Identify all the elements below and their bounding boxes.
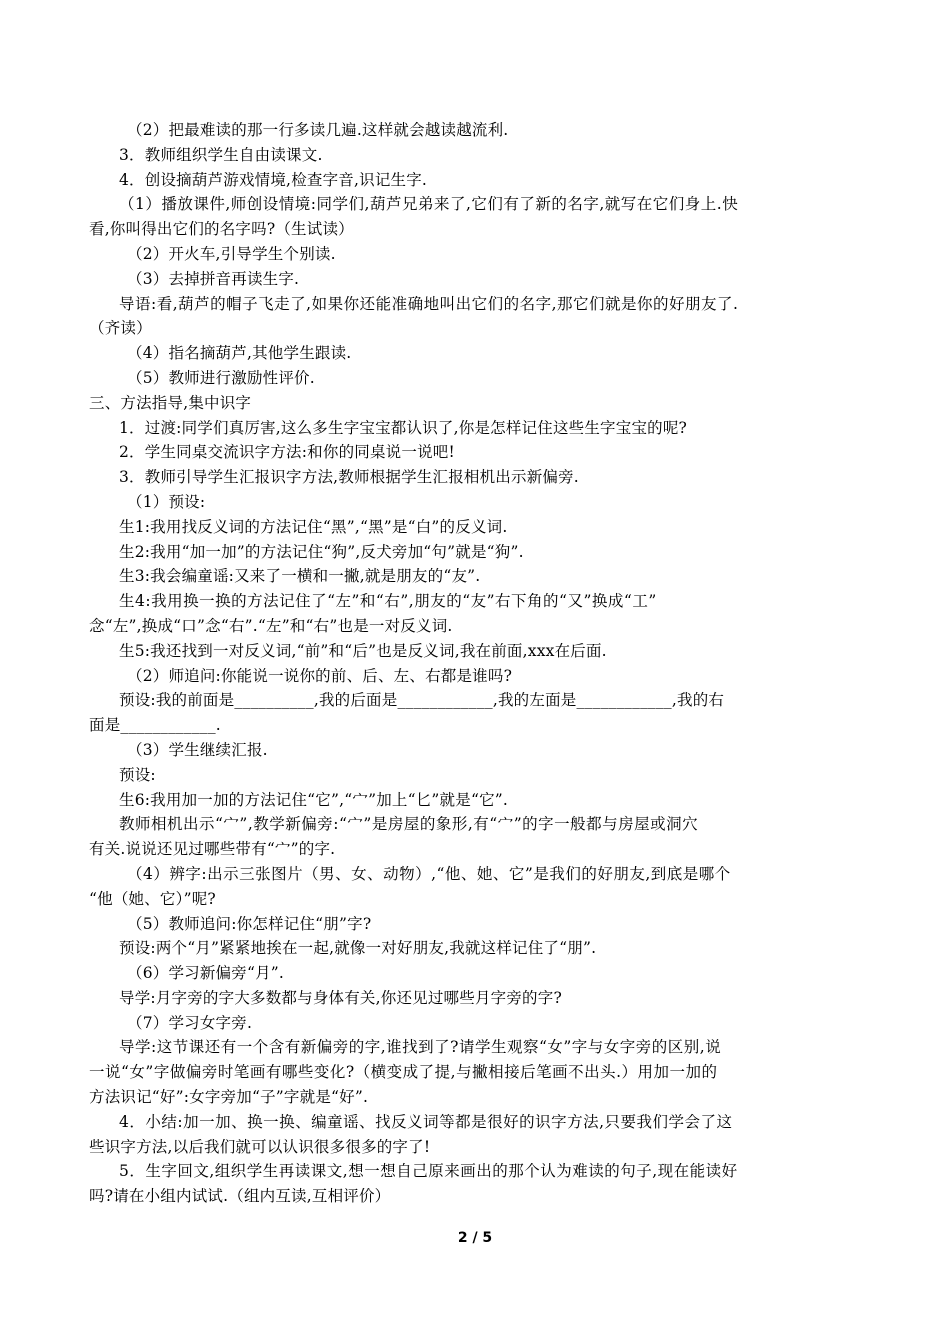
text-line: 4．小结:加一加、换一换、编童谣、找反义词等都是很好的识字方法,只要我们学会了这 (119, 1112, 733, 1131)
text-line: 预设: (119, 765, 156, 784)
text-line: （5）教师追问:你怎样记住“朋”字? (127, 914, 372, 933)
text-line: （1）预设: (127, 492, 206, 511)
section-heading: 三、方法指导,集中识字 (89, 393, 252, 412)
text-line: 一说“女”字做偏旁时笔画有哪些变化?（横变成了提,与撇相接后笔画不出头.）用加一加的 (89, 1063, 718, 1082)
text-line: 4．创设摘葫芦游戏情境,检查字音,识记生字. (119, 170, 428, 189)
text-line: 5．生字回文,组织学生再读课文,想一想自己原来画出的那个认为难读的句子,现在能读好 (119, 1162, 738, 1181)
text-line: 有关.说说还见过哪些带有“宀”的字. (89, 840, 336, 859)
text-line: 导语:看,葫芦的帽子飞走了,如果你还能准确地叫出它们的名字,那它们就是你的好朋友了. (119, 294, 739, 313)
text-line: （5）教师进行激励性评价. (127, 368, 315, 387)
text-line: 生2:我用“加一加”的方法记住“狗”,反犬旁加“句”就是“狗”. (119, 542, 524, 561)
text-line: 3．教师引导学生汇报识字方法,教师根据学生汇报相机出示新偏旁. (119, 468, 579, 487)
text-line: （4）指名摘葫芦,其他学生跟读. (127, 344, 352, 363)
text-line: 生4:我用换一换的方法记住了“左”和“右”,朋友的“友”右下角的“又”换成“工” (119, 592, 657, 611)
text-line: 3．教师组织学生自由读课文. (119, 145, 323, 164)
text-line: 预设:两个“月”紧紧地挨在一起,就像一对好朋友,我就这样记住了“朋”. (119, 939, 597, 958)
text-line: （2）把最难读的那一行多读几遍.这样就会越读越流利. (127, 121, 509, 139)
text-line: （齐读） (89, 319, 152, 338)
text-line: （2）开火车,引导学生个别读. (127, 244, 336, 263)
text-line: （7）学习女字旁. (127, 1013, 253, 1032)
document-page (89, 118, 861, 1209)
text-line: 方法识记“好”:女字旁加“子”字就是“好”. (89, 1088, 369, 1107)
text-line: 看,你叫得出它们的名字吗?（生试读） (89, 220, 354, 239)
text-line: （6）学习新偏旁“月”. (127, 964, 285, 983)
text-line: 念“左”,换成“口”念“右”.“左”和“右”也是一对反义词. (89, 616, 453, 635)
text-line: 生3:我会编童谣:又来了一横和一撇,就是朋友的“友”. (119, 567, 481, 586)
text-line: （4）辨字:出示三张图片（男、女、动物）,“他、她、它”是我们的好朋友,到底是哪个 (127, 864, 731, 883)
text-line: （2）师追问:你能说一说你的前、后、左、右都是谁吗? (127, 666, 513, 685)
text-line: （3）去掉拼音再读生字. (127, 269, 300, 288)
text-line: 生5:我还找到一对反义词,“前”和“后”也是反义词,我在前面,xxx在后面. (119, 641, 607, 660)
text-line: （3）学生继续汇报. (127, 740, 268, 759)
text-line: 生1:我用找反义词的方法记住“黑”,“黑”是“白”的反义词. (119, 517, 508, 536)
text-line: 2．学生同桌交流识字方法:和你的同桌说一说吧! (119, 443, 455, 462)
text-line: 1．过渡:同学们真厉害,这么多生字宝宝都认识了,你是怎样记住这些生字宝宝的呢? (119, 418, 688, 437)
text-line: 导学:这节课还有一个含有新偏旁的字,谁找到了?请学生观察“女”字与女字旁的区别,说 (119, 1038, 722, 1057)
text-line: 吗?请在小组内试试.（组内互读,互相评价） (89, 1187, 391, 1206)
text-line: 生6:我用加一加的方法记住“它”,“宀”加上“匕”就是“它”. (119, 790, 509, 809)
text-line: 教师相机出示“宀”,教学新偏旁:“宀”是房屋的象形,有“宀”的字一般都与房屋或洞穴 (119, 815, 699, 834)
page-number: 2 / 5 (457, 1230, 493, 1246)
text-line: 导学:月字旁的字大多数都与身体有关,你还见过哪些月字旁的字? (119, 988, 562, 1007)
text-line: 些识字方法,以后我们就可以认识很多很多的字了! (89, 1137, 431, 1156)
text-line: 面是____________. (89, 716, 221, 735)
text-line: 预设:我的前面是__________,我的后面是____________,我的左面是____________,我的右 (119, 691, 725, 710)
text-line: （1）播放课件,师创设情境:同学们,葫芦兄弟来了,它们有了新的名字,就写在它们身上.快 (119, 195, 739, 214)
text-line: “他（她、它）”呢? (89, 889, 216, 908)
